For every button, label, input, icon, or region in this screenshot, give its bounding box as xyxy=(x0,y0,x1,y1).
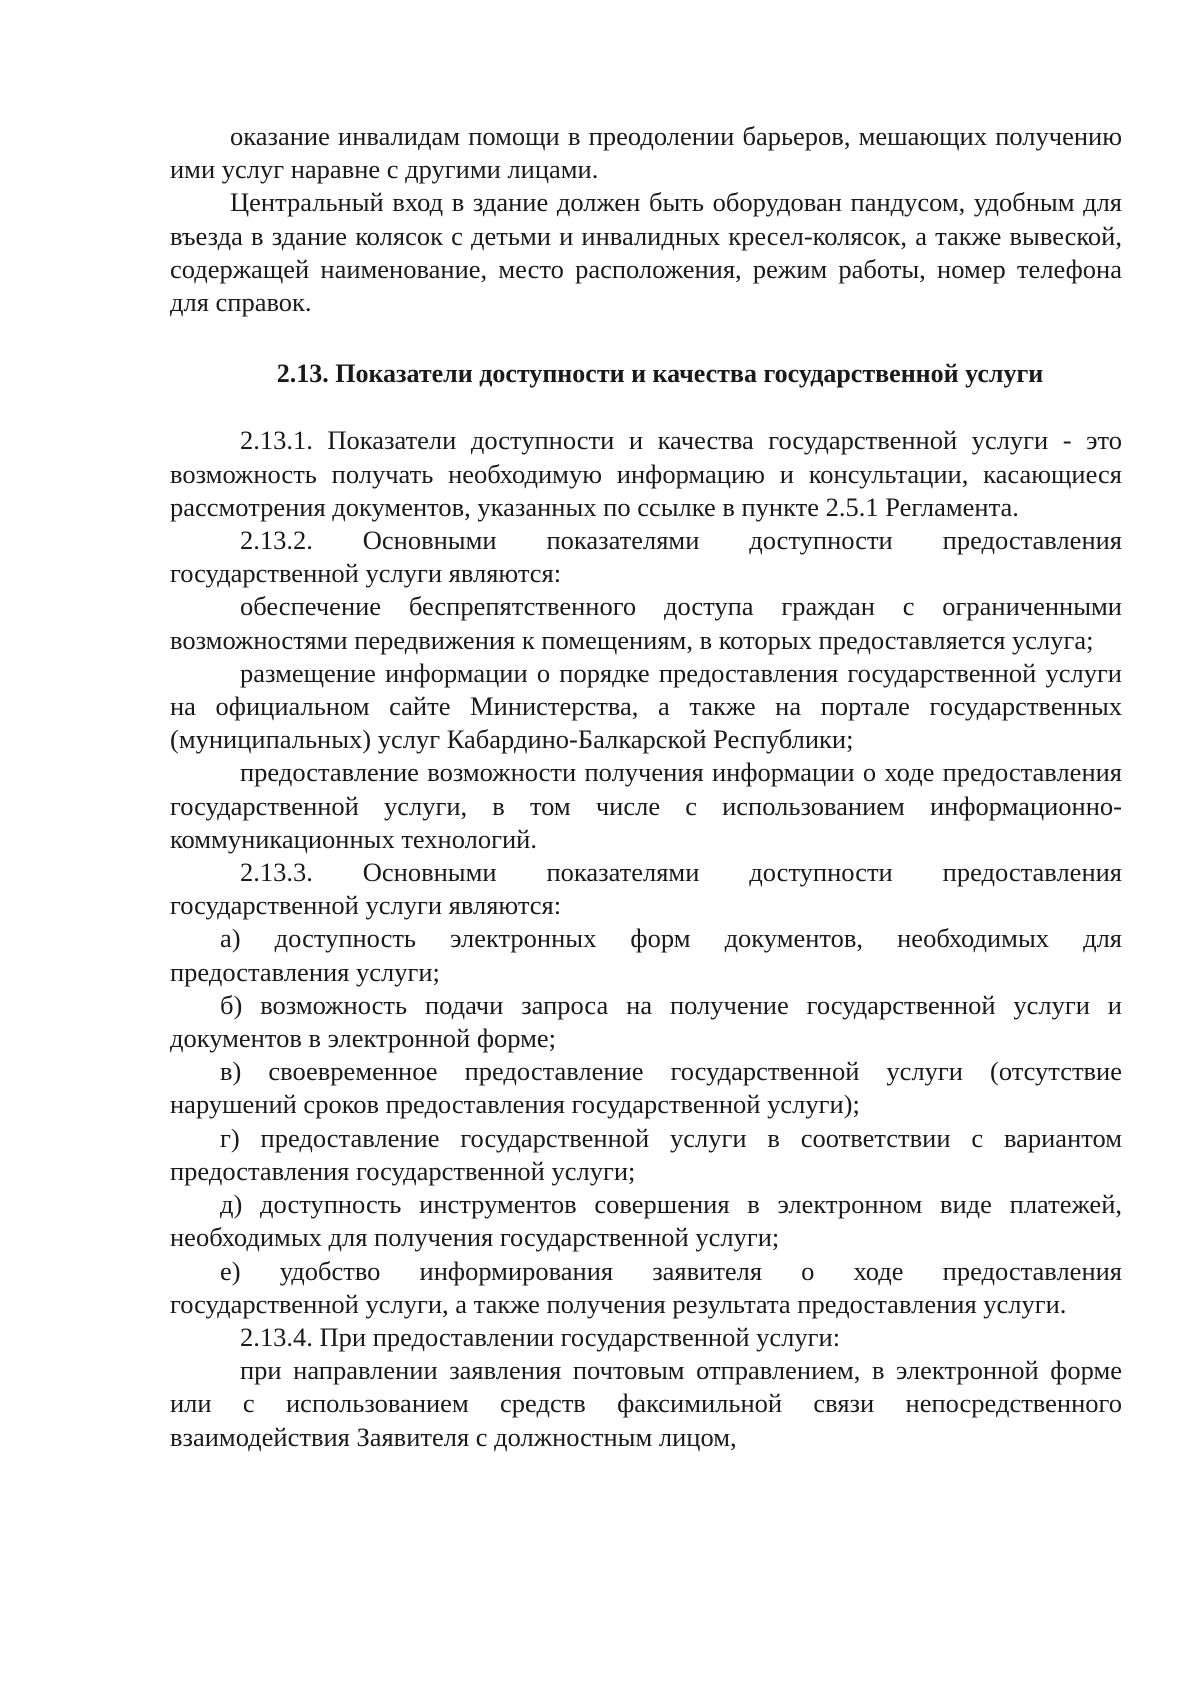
paragraph-2-13-4: 2.13.4. При предоставлении государственной услуги: xyxy=(240,1321,841,1352)
paragraph-2-13-2: 2.13.2. Основными показателями доступности предоставления государственной услуги являются: xyxy=(170,525,1122,589)
list-item: е) удобство информирования заявителя о ходе предоставления государственной услуги, а также получения результата предоставления услуги. xyxy=(170,1255,1122,1319)
paragraph-2-13-3: 2.13.3. Основными показателями доступности предоставления государственной услуги являются: xyxy=(170,857,1122,921)
list-item: б) возможность подачи запроса на получение государственной услуги и документов в электронной форме; xyxy=(170,989,1122,1054)
document-page xyxy=(170,120,1122,1454)
paragraph-submission-methods: при направлении заявления почтовым отправлением, в электронной форме или с использованием средств факсимильной связи непосредственного взаимодействия Заявителя с должностным лицом, xyxy=(170,1355,1122,1452)
list-item: размещение информации о порядке предоставления государственной услуги на официальном сайте Министерства, а также на портале государственных (муниципальных) услуг Кабардино-Балкарской Республики; xyxy=(170,657,1122,755)
list-item: а) доступность электронных форм документов, необходимых для предоставления услуги; xyxy=(170,923,1122,987)
list-item: обеспечение беспрепятственного доступа граждан с ограниченными возможностями передвижения к помещениям, в которых предоставляется услуга; xyxy=(170,591,1122,655)
paragraph-central-entrance: Центральный вход в здание должен быть оборудован пандусом, удобным для въезда в здание колясок с детьми и инвалидных кресел-колясок, а также вывеской, содержащей наименование, место расположения, режим работы, номер телефона для справок. xyxy=(170,187,1122,318)
list-item: в) своевременное предоставление государственной услуги (отсутствие нарушений сроков предоставления государственной услуги); xyxy=(170,1056,1122,1120)
list-item: г) предоставление государственной услуги в соответствии с вариантом предоставления государственной услуги; xyxy=(170,1122,1122,1186)
paragraph-2-13-1: 2.13.1. Показатели доступности и качества государственной услуги - это возможность получать необходимую информацию и консультации, касающиеся рассмотрения документов, указанных по ссылке в пункте 2.5.1 Регламента. xyxy=(170,425,1122,522)
list-item: д) доступность инструментов совершения в электронном виде платежей, необходимых для получения государственной услуги; xyxy=(170,1189,1122,1253)
paragraph-accessibility-assistance: оказание инвалидам помощи в преодолении барьеров, мешающих получению ими услуг наравне с другими лицами. xyxy=(170,121,1122,185)
section-heading: 2.13. Показатели доступности и качества государственной услуги xyxy=(276,359,1044,389)
list-item: предоставление возможности получения информации о ходе предоставления государственной услуги, в том числе с использованием информационно-коммуникационных технологий. xyxy=(170,757,1122,854)
